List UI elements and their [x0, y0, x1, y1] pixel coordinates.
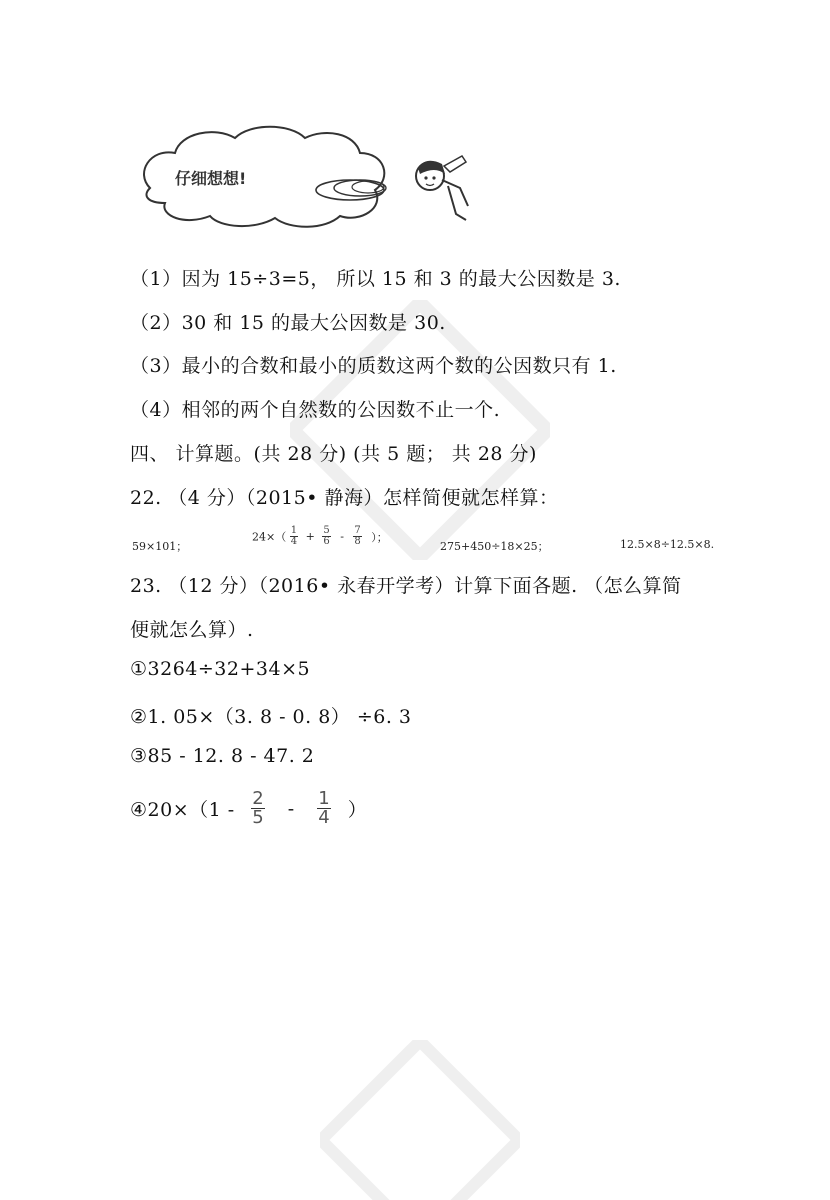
numerator: 5 — [323, 525, 330, 536]
fraction-5-6 — [322, 526, 330, 547]
op-minus: - — [340, 530, 344, 543]
question-23-header-line1: 23. （12 分）（2016• 永春开学考）计算下面各题. （怎么算简 — [130, 575, 682, 597]
statement-2: （2）30 和 15 的最大公因数是 30. — [130, 312, 446, 334]
denominator: 8 — [354, 536, 361, 547]
denominator: 5 — [252, 807, 265, 828]
watermark-shape — [290, 300, 550, 560]
bubble-text: 仔细想想! — [175, 169, 247, 188]
q22-item-a: 59×101； — [132, 540, 188, 553]
q23-item-4-prefix: ④20×（1 - — [130, 799, 235, 821]
q22-item-b — [252, 526, 388, 547]
numerator: 7 — [354, 525, 361, 536]
denominator: 4 — [318, 807, 331, 828]
denominator: 6 — [323, 536, 330, 547]
question-22-header: 22. （4 分）（2015• 静海）怎样简便就怎样算： — [130, 487, 559, 509]
numerator: 1 — [290, 525, 298, 536]
question-23-header-line2: 便就怎么算）. — [130, 619, 254, 641]
q22-item-d: 12.5×8÷12.5×8. — [620, 538, 715, 551]
q23-item-3: ③85 - 12. 8 - 47. 2 — [130, 745, 315, 767]
fraction-1-4 — [290, 526, 298, 547]
statement-4: （4）相邻的两个自然数的公因数不止一个. — [130, 399, 501, 421]
numerator: 1 — [318, 788, 331, 809]
fraction-1-4-large — [317, 790, 331, 827]
q23-item-4 — [130, 790, 367, 827]
statement-1: （1）因为 15÷3=5， 所以 15 和 3 的最大公因数是 3. — [130, 268, 621, 290]
statement-3: （3）最小的合数和最小的质数这两个数的公因数只有 1. — [130, 355, 617, 377]
q23-item-4-suffix: ） — [347, 799, 368, 821]
q22-item-c: 275+450÷18×25； — [440, 540, 549, 553]
q23-item-2: ②1. 05×（3. 8 - 0. 8） ÷6. 3 — [130, 706, 412, 728]
q23-item-4-op: - — [287, 797, 295, 820]
q23-item-1: ①3264÷32+34×5 — [130, 658, 311, 680]
denominator: 4 — [290, 536, 298, 547]
watermark-shape-bottom — [320, 1040, 520, 1200]
fraction-7-8 — [353, 526, 361, 547]
numerator: 2 — [252, 788, 265, 809]
thought-bubble-illustration — [130, 118, 490, 238]
q22-item-b-suffix: ）； — [371, 530, 388, 544]
q22-item-b-prefix: 24×（ — [252, 530, 287, 544]
op-plus: + — [305, 530, 315, 543]
fraction-2-5 — [251, 790, 265, 827]
section-heading: 四、 计算题。(共 28 分) (共 5 题； 共 28 分) — [130, 443, 537, 465]
